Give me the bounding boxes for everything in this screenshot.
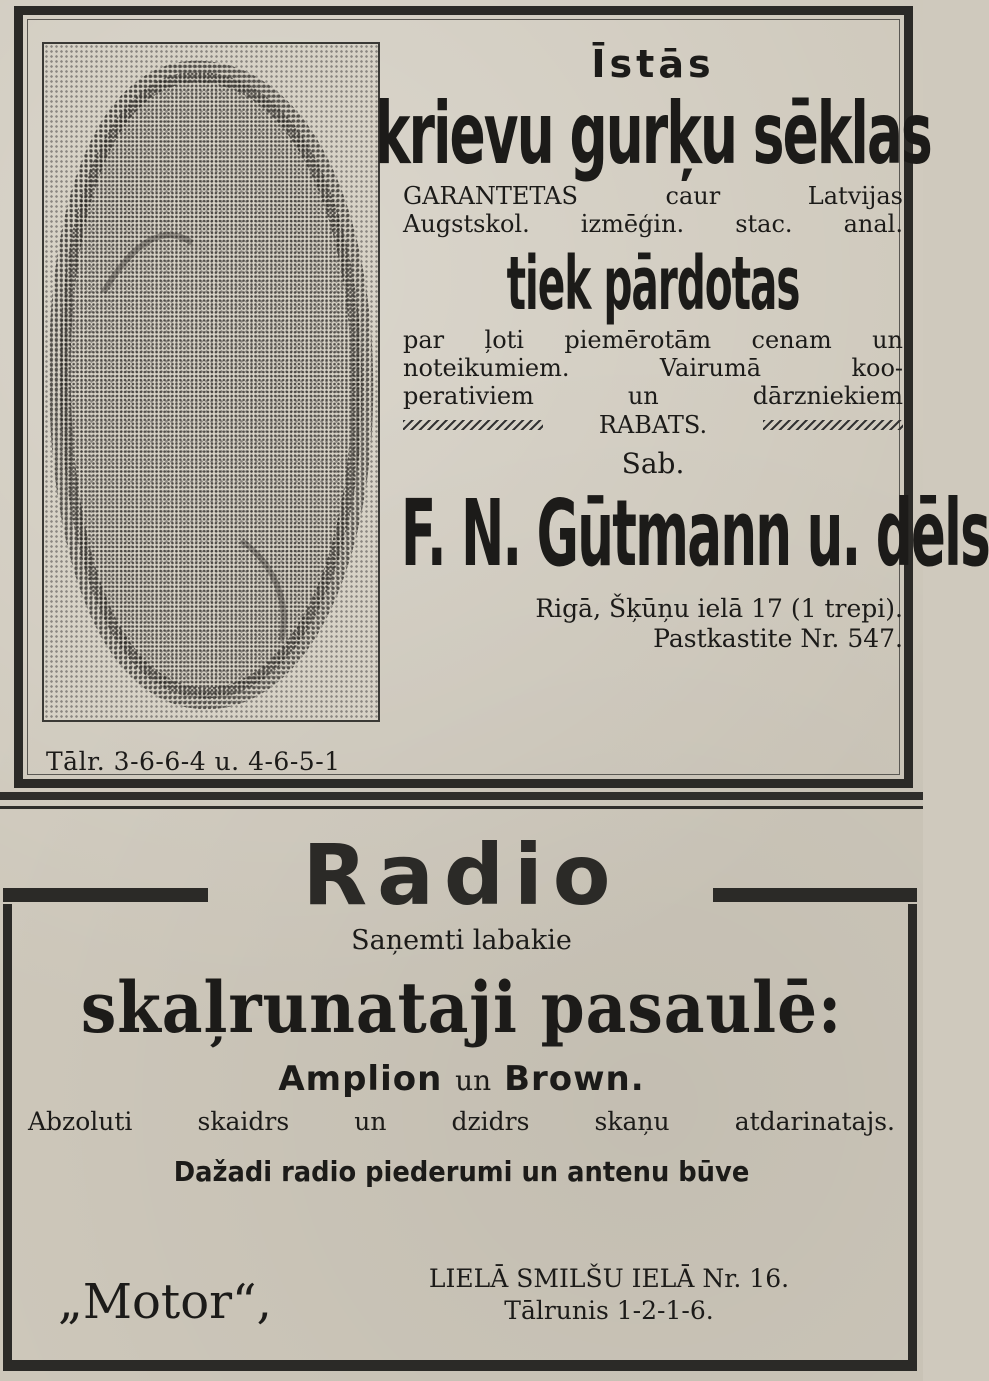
seed-phone: Tālr. 3-6-6-4 u. 4-6-5-1 <box>46 747 341 776</box>
firm-name: F. N. Gūtmann u. dēls <box>401 480 989 587</box>
brand-amplion: Amplion <box>278 1059 443 1099</box>
shop-contact <box>364 1263 854 1327</box>
heading-small: Īstās <box>591 42 715 86</box>
zigzag-ornament <box>763 420 903 430</box>
shop-phone: Tālrunis 1-2-1-6. <box>504 1296 714 1325</box>
seed-ad-inner-border <box>27 19 989 776</box>
separator-thin <box>0 806 923 809</box>
radio-accessories: Dažadi radio piederumi un antenu būve <box>173 1155 750 1188</box>
brand-and: un <box>455 1064 492 1097</box>
zigzag-ornament <box>403 420 543 430</box>
seed-ad-text <box>375 40 989 654</box>
terms-line-3: perativiem un dārzniekiem <box>403 382 903 410</box>
seed-address: Rigā, Šķūņu ielā 17 (1 trepi). <box>535 594 903 623</box>
seed-pobox: Pastkastite Nr. 547. <box>653 624 903 653</box>
seed-advertisement <box>14 6 989 788</box>
shop-name: „Motor“, <box>58 1274 272 1330</box>
cucumber-icon <box>44 44 378 720</box>
bottom-rule <box>3 1365 917 1371</box>
discount-line <box>403 410 903 440</box>
terms-line-2: noteikumiem. Vairumā koo- <box>403 354 903 382</box>
sab-label: Sab. <box>621 447 685 480</box>
sold-heading: tiek pārdotas <box>506 241 800 327</box>
guarantee-line-2: Augstskol. izmēģin. stac. anal. <box>403 210 903 238</box>
radio-headline: skaļrunataji pasaulē: <box>80 966 843 1049</box>
brand-brown: Brown. <box>504 1059 645 1099</box>
terms-line-1: par ļoti piemērotām cenam un <box>403 326 903 354</box>
radio-description: Abzoluti skaidrs un dzidrs skaņu atdarinatajs. <box>28 1107 895 1136</box>
radio-intro: Saņemti labakie <box>351 925 572 956</box>
guarantee-line-1: GARANTETAS caur Latvijas <box>403 182 903 210</box>
shop-address: LIELĀ SMILŠU IELĀ Nr. 16. <box>428 1264 790 1293</box>
radio-title: Radio <box>302 826 621 924</box>
radio-brands <box>40 1056 883 1104</box>
cucumber-illustration <box>42 42 380 722</box>
discount-text: RABATS. <box>598 411 708 439</box>
radio-ad-text <box>28 922 895 1204</box>
separator-bar <box>0 792 923 800</box>
heading-main: krievu gurķu sēklas <box>375 84 931 184</box>
